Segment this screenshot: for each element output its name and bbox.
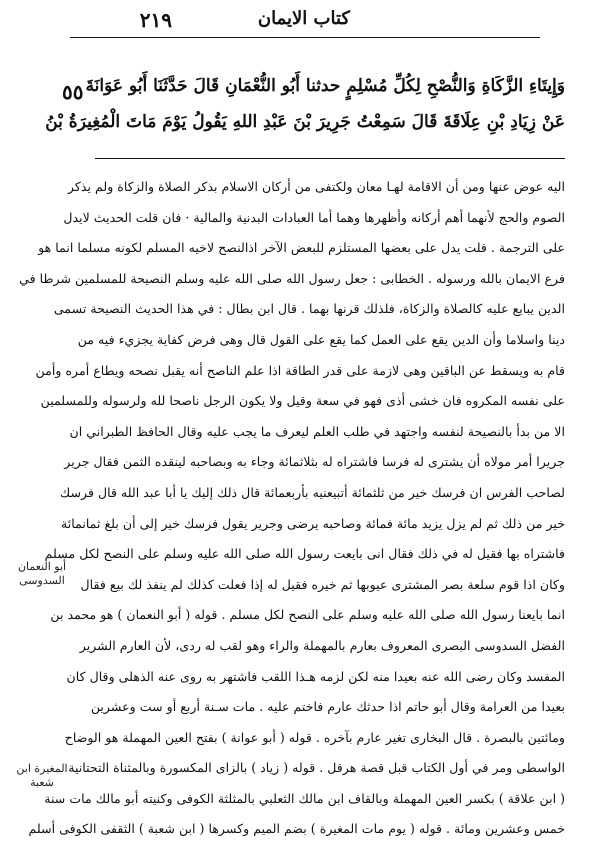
commentary-line: الا من بدأ بالنصيحة لنفسه واجتهد في طلب العلم ليعرف ما يجب عليه وقال الحافظ الطبراني ان xyxy=(69,423,565,439)
section-divider xyxy=(95,158,565,159)
commentary-line: انما بايعنا رسول الله صلى الله عليه وسلم على النصح لكل مسلم . قوله ( أبو النعمان ) هو محمد بن xyxy=(50,607,565,623)
hadith-number: ٥٥ xyxy=(62,80,84,104)
commentary-line: الدين يبايع عليه كالصلاة والزكاة، فلذلك قرنها بهما . قال ابن بطال : في هذا الحديث النصيحة تسمى xyxy=(53,301,565,317)
commentary-line: المفسد وكان رضى الله عنه بعيدا منه لكن لزمه هـذا اللقب فاشتهر به روى عنه الذهلى وقال كان xyxy=(66,668,565,684)
commentary-line: دينا واسلاما وأن الدين يقع على العمل كما يقع على القول قال وهى فرض كفاية يجزيء فيه من xyxy=(77,331,565,347)
commentary-line: بعيدا من العرامة وقال أبو حاتم اذا حدثك عارم فاختم عليه . مات سـنة أربع أو ست وعشرين xyxy=(90,699,565,715)
running-title: كتاب الايمان xyxy=(257,8,350,29)
commentary-line: وكان اذا قوم سلعة بصر المشترى عيوبها ثم خيره فقيل له إذا فعلت كذلك لم ينفذ لك بيع فقال xyxy=(80,576,565,592)
page-header xyxy=(70,6,540,40)
commentary-line: جريرا أمر مولاه أن يشترى له فرسا فاشتراه له بثلاثمائة وجاء به وبصاحبه لينقده الثمن فقال جرير xyxy=(64,454,565,470)
margin-note-al-mughira: المغيرة ابن شعبة xyxy=(16,762,68,789)
commentary-line: على الترجمة . قلت يدل على بعضها المستلزم للبعض الآخر اذالنصح لاخيه المسلم لكونه مسلما انما هو xyxy=(38,240,565,256)
page-number: ٢١٩ xyxy=(139,8,172,32)
commentary-line: الواسطى ومر في أول الكتاب قبل قصة هرقل . قوله ( زياد ) بالزاى المكسورة وبالمثناة التحتانية xyxy=(68,760,565,776)
commentary-line: فرع الايمان بالله ورسوله . الخطابى : جعل رسول الله صلى الله عليه وسلم النصيحة للمسلمين شرطا في xyxy=(19,270,565,286)
commentary-line: ومائتين بالبصرة . قال البخارى تغير عارم بآخره . قوله ( أبو عوانة ) بفتح العين المهملة هو الوضاح xyxy=(64,729,565,745)
hadith-text-line-2: عَنْ زِيَادِ بْنِ عِلَاقَةَ قَالَ سَمِعْتُ جَرِيرَ بْنَ عَبْدِ اللهِ يَقُولُ يَوْمَ مَاتَ الْمُغِيرَةُ بْنُ xyxy=(45,112,565,132)
hadith-text-line-1: وَإِيتَاءِ الزَّكَاةِ وَالنُّصْحِ لِكُلِّ مُسْلِمٍ حدثنا أَبُو النُّعْمَانِ قَالَ حَدَّثَنَا أَبُو عَوَانَةَ xyxy=(85,76,565,96)
margin-note-abu-al-numan: أبو النعمان السدوسى xyxy=(17,560,67,587)
commentary-line: اليه عوض عنها ومن أن الاقامة لهـا معان ولكتفى من أركان الاسلام بذكر الصلاة والزكاة ولم يذكر xyxy=(67,179,565,194)
commentary-line: لصاحب الفرس ان فرسك خير من ثلثمائة أتبيعنيه بأربعمائة قال ذلك إليك يا أبا عبد الله قال فرسك xyxy=(59,484,565,500)
commentary-line: الصوم والحج لأنهما أهم أركانه وأظهرها وهما أما العبادات البدنية والمالية · فان قلت الحديث لايدل xyxy=(63,209,565,225)
commentary-line: قام به ويسقط عن الباقين وهى لازمة على قدر الطاقة اذا علم الناصح أنه يقبل نصحه ويطاع أمره وأمن xyxy=(35,362,565,378)
commentary-line: خير من ذلك ثم لم يزل يزيد مائة فمائة وصاحبه يرضى وجرير يقول فرسك خير إلى أن بلغ ثمانمائة xyxy=(60,515,565,531)
header-rule xyxy=(70,37,540,38)
commentary-line: على نفسه المكروه فان خشى أذى فهو في سعة وقيل ولا يكون الرجل ناصحا لله ولرسوله وللمسلمين xyxy=(40,393,565,409)
commentary-line: فاشتراه بها فقيل له في ذلك فقال انى بايعت رسول الله صلى الله عليه وسلم على النصح لكل مسلم xyxy=(44,546,565,562)
commentary-line: ( ابن علاقة ) بكسر العين المهملة وبالقاف ابن مالك الثعلبي بالمثلثة الكوفى وكنيته أبو مالك مات سنة xyxy=(44,790,565,806)
commentary-line: الفضل السدوسى البصرى المعروف بعارم بالمهملة والراء وهو لقب له ردى، لأن العارم الشرير xyxy=(79,637,565,653)
commentary-line: خمس وعشرين ومائة . قوله ( يوم مات المغيرة ) بضم الميم وكسرها ( ابن شعبة ) الثقفى الكوفى أسلم xyxy=(28,821,565,837)
